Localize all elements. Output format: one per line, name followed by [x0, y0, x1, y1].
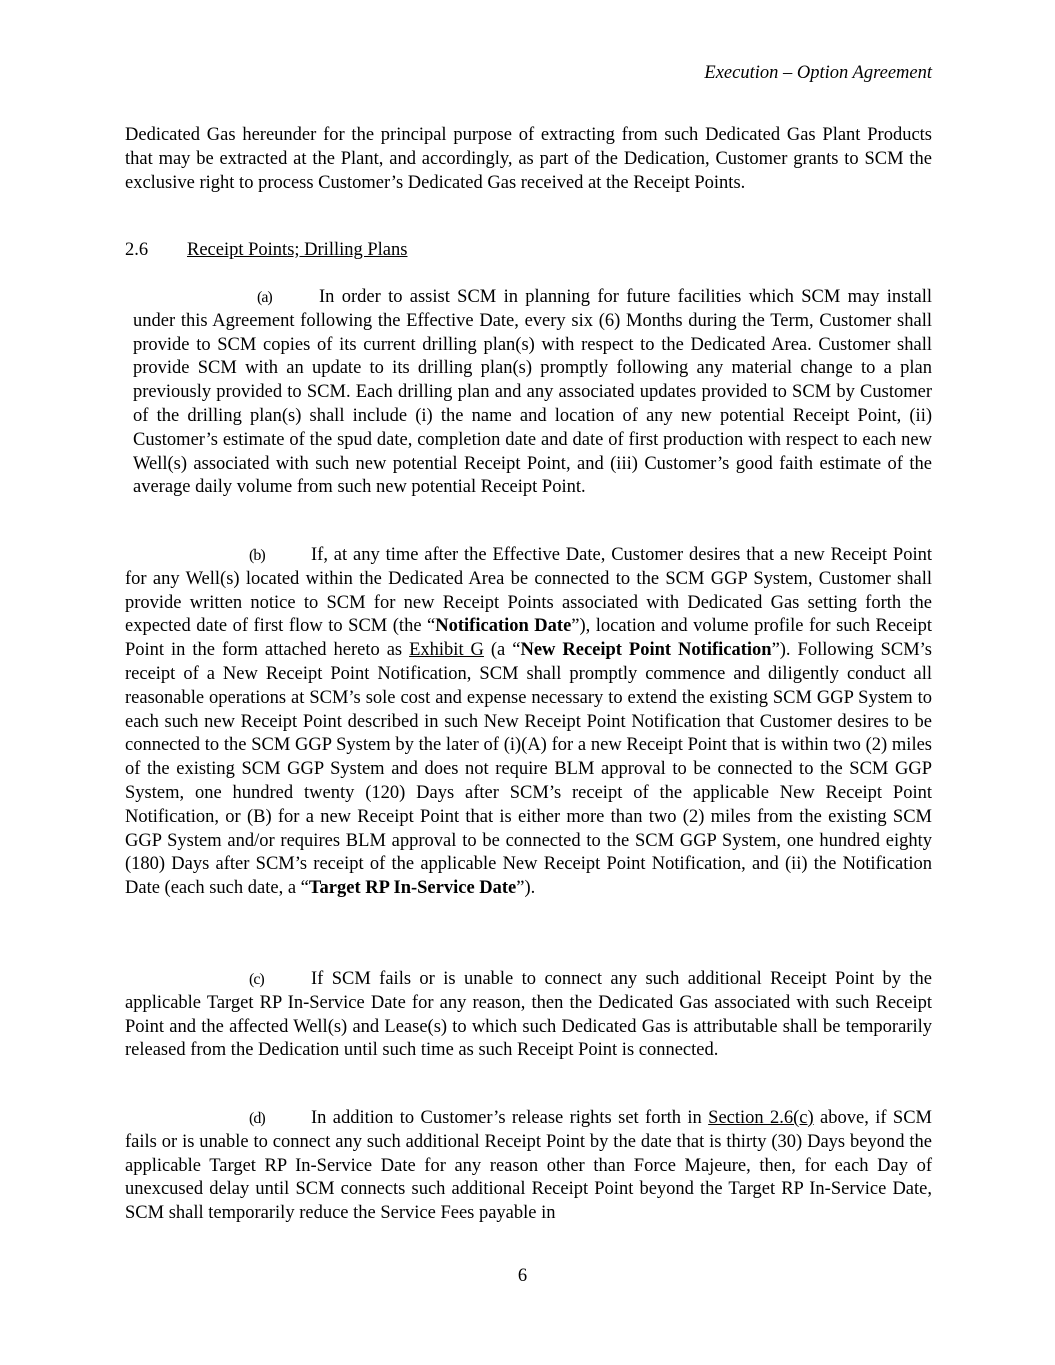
paragraph-b-text-2: ”), location and volume profile for such Receipt Point in the form attached hereto as: [125, 616, 932, 661]
paragraph-b-text-3: (a “: [483, 640, 521, 661]
intro-paragraph: Dedicated Gas hereunder for the principal purpose of extracting from such Dedicated Gas Plant Products that may be extracted at the Plant, and accordingly, as part of the Dedication, Customer grants to SCM the exclusive right to process Customer’s Dedicated Gas received at the Receipt Points.: [125, 125, 932, 193]
paragraph-b: [125, 544, 932, 901]
paragraph-b-text-4: ”). Following SCM’s receipt of a New Receipt Point Notification, SCM shall promptly commence and diligently conduct all reasonable operations at SCM’s sole cost and expense necessary to extend the existing SCM GGP System to each such new Receipt Point described in such New Receipt Point Notification that Customer desires to be connected to the SCM GGP System by the later of (i)(A) for a new Receipt Point that is within two (2) miles of the existing SCM GGP System and does not require BLM approval to be connected to the SCM GGP System, one hundred twenty (120) Days after SCM’s receipt of the applicable New Receipt Point Notification, or (B) for a new Receipt Point that is either more than two (2) miles from the existing SCM GGP System and/or requires BLM approval to be connected to the SCM GGP System, one hundred eighty (180) Days after SCM’s receipt of the applicable New Receipt Point Notification, and (ii) the Notification Date (each such date, a “: [125, 640, 932, 899]
defined-term-notification-date: Notification Date: [435, 616, 572, 637]
paragraph-b-text-5: ”).: [516, 878, 536, 899]
paragraph-b-marker: (b): [249, 547, 265, 564]
section-heading: [125, 239, 407, 263]
page-number: 6: [517, 1266, 528, 1286]
section-2-6-c-link[interactable]: Section 2.6(c): [708, 1108, 814, 1128]
paragraph-d-marker: (d): [249, 1110, 265, 1127]
paragraph-d-text-2: above, if SCM fails or is unable to connect any such additional Receipt Point by the date that is thirty (30) Days beyond the applicable Target RP In-Service Date for any reason other than Force Majeure, then, for each Day of unexcused delay until SCM connects such additional Receipt Point beyond the Target RP In-Service Date, SCM shall temporarily reduce the Service Fees payable in: [125, 1108, 932, 1224]
page-header: Execution – Option Agreement: [704, 63, 932, 83]
paragraph-a-marker: (a): [257, 289, 272, 306]
paragraph-d: [125, 1107, 932, 1226]
paragraph-a: [133, 286, 932, 500]
paragraph-a-text: In order to assist SCM in planning for future facilities which SCM may install under this Agreement following the Effective Date, every six (6) Months during the Term, Customer shall provide to SCM copies of its current drilling plan(s) with respect to the Dedicated Area. Customer shall provide SCM with an update to its drilling plan(s) promptly following any material change to a plan previously provided to SCM. Each drilling plan and any associated updates provided to SCM by Customer of the drilling plan(s) shall include (i) the name and location of any new potential Receipt Point, (ii) Customer’s estimate of the spud date, completion date and date of first production with respect to each new Well(s) associated with such new potential Receipt Point, and (iii) Customer’s good faith estimate of the average daily volume from such new potential Receipt Point.: [133, 287, 932, 498]
paragraph-d-text-1: In addition to Customer’s release rights set forth in: [311, 1108, 709, 1128]
defined-term-target-rp-in-service-date: Target RP In-Service Date: [308, 878, 517, 899]
section-number: 2.6: [125, 240, 149, 260]
exhibit-g-link[interactable]: Exhibit G: [409, 640, 484, 661]
paragraph-c-marker: (c): [249, 971, 264, 988]
paragraph-b-text-1: If, at any time after the Effective Date, Customer desires that a new Receipt Point for any Well(s) located within the Dedicated Area be connected to the SCM GGP System, Customer shall provide written notice to SCM for new Receipt Points associated with Dedicated Gas setting forth the expected date of first flow to SCM (the “: [125, 545, 932, 637]
paragraph-c-text: If SCM fails or is unable to connect any such additional Receipt Point by the applicable Target RP In-Service Date for any reason, then the Dedicated Gas associated with such Receipt Point and the affected Well(s) and Lease(s) to which such Dedicated Gas is attributable shall be temporarily released from the Dedication until such time as such Receipt Point is connected.: [125, 969, 932, 1061]
section-title: Receipt Points; Drilling Plans: [187, 240, 408, 260]
paragraph-c: [125, 968, 932, 1063]
defined-term-new-receipt-point-notification: New Receipt Point Notification: [520, 640, 772, 661]
